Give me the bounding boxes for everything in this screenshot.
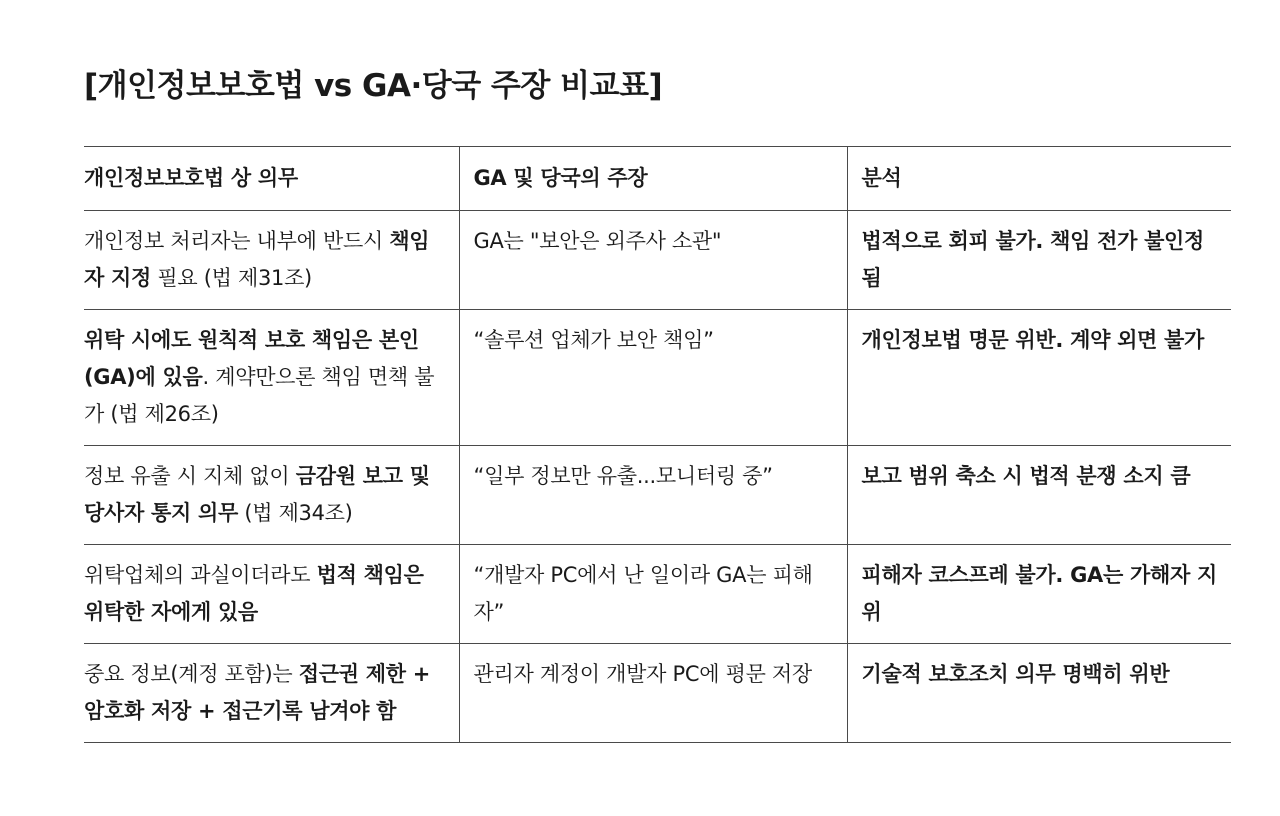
law-text: (법 제34조) [237, 501, 353, 525]
law-obligation-cell [84, 446, 459, 545]
analysis-text: 법적으로 회피 불가. 책임 전가 불인정됨 [861, 229, 1205, 290]
analysis-text: 보고 범위 축소 시 법적 분쟁 소지 큼 [861, 464, 1191, 488]
header-law-obligation: 개인정보보호법 상 의무 [84, 147, 459, 211]
analysis-cell [847, 211, 1231, 310]
law-obligation-cell [84, 310, 459, 446]
law-text: 정보 유출 시 지체 없이 [84, 464, 296, 488]
analysis-cell [847, 310, 1231, 446]
law-text: 위탁업체의 과실이더라도 [84, 563, 317, 587]
law-text-bold: 접근권 제한 + 암호화 저장 + 접근기록 남겨야 함 [84, 662, 431, 723]
ga-claim-cell: 관리자 계정이 개발자 PC에 평문 저장 [459, 644, 847, 743]
table-header-row [84, 147, 1231, 211]
ga-claim-cell: “개발자 PC에서 난 일이라 GA는 피해자” [459, 545, 847, 644]
analysis-text: 개인정보법 명문 위반. 계약 외면 불가 [861, 328, 1205, 352]
law-text-bold: 법적 책임은 위탁한 자에게 있음 [84, 563, 424, 624]
analysis-cell [847, 644, 1231, 743]
table-row [84, 644, 1231, 743]
law-text: 중요 정보(계정 포함)는 [84, 662, 299, 686]
law-text-bold: 책임자 지정 [84, 229, 430, 290]
law-obligation-cell [84, 545, 459, 644]
table-row [84, 310, 1231, 446]
law-text-bold: 위탁 시에도 원칙적 보호 책임은 본인(GA)에 있음 [84, 328, 419, 389]
page-title: [개인정보보호법 vs GA·당국 주장 비교표] [84, 68, 663, 104]
law-text: . 계약만으론 책임 면책 불가 (법 제26조) [84, 365, 435, 426]
ga-claim-cell: “일부 정보만 유출...모니터링 중” [459, 446, 847, 545]
law-obligation-cell [84, 644, 459, 743]
analysis-cell [847, 446, 1231, 545]
analysis-text: 기술적 보호조치 의무 명백히 위반 [861, 662, 1170, 686]
law-obligation-cell [84, 211, 459, 310]
ga-claim-cell: GA는 "보안은 외주사 소관" [459, 211, 847, 310]
analysis-text: 피해자 코스프레 불가. GA는 가해자 지위 [861, 563, 1217, 624]
table-row [84, 545, 1231, 644]
header-ga-claim: GA 및 당국의 주장 [459, 147, 847, 211]
analysis-cell [847, 545, 1231, 644]
table-row [84, 211, 1231, 310]
law-text: 필요 (법 제31조) [150, 266, 312, 290]
law-text: 개인정보 처리자는 내부에 반드시 [84, 229, 390, 253]
header-analysis: 분석 [847, 147, 1231, 211]
ga-claim-cell: “솔루션 업체가 보안 책임” [459, 310, 847, 446]
comparison-table [84, 146, 1231, 743]
table-row [84, 446, 1231, 545]
law-text-bold: 금감원 보고 및 당사자 통지 의무 [84, 464, 430, 525]
